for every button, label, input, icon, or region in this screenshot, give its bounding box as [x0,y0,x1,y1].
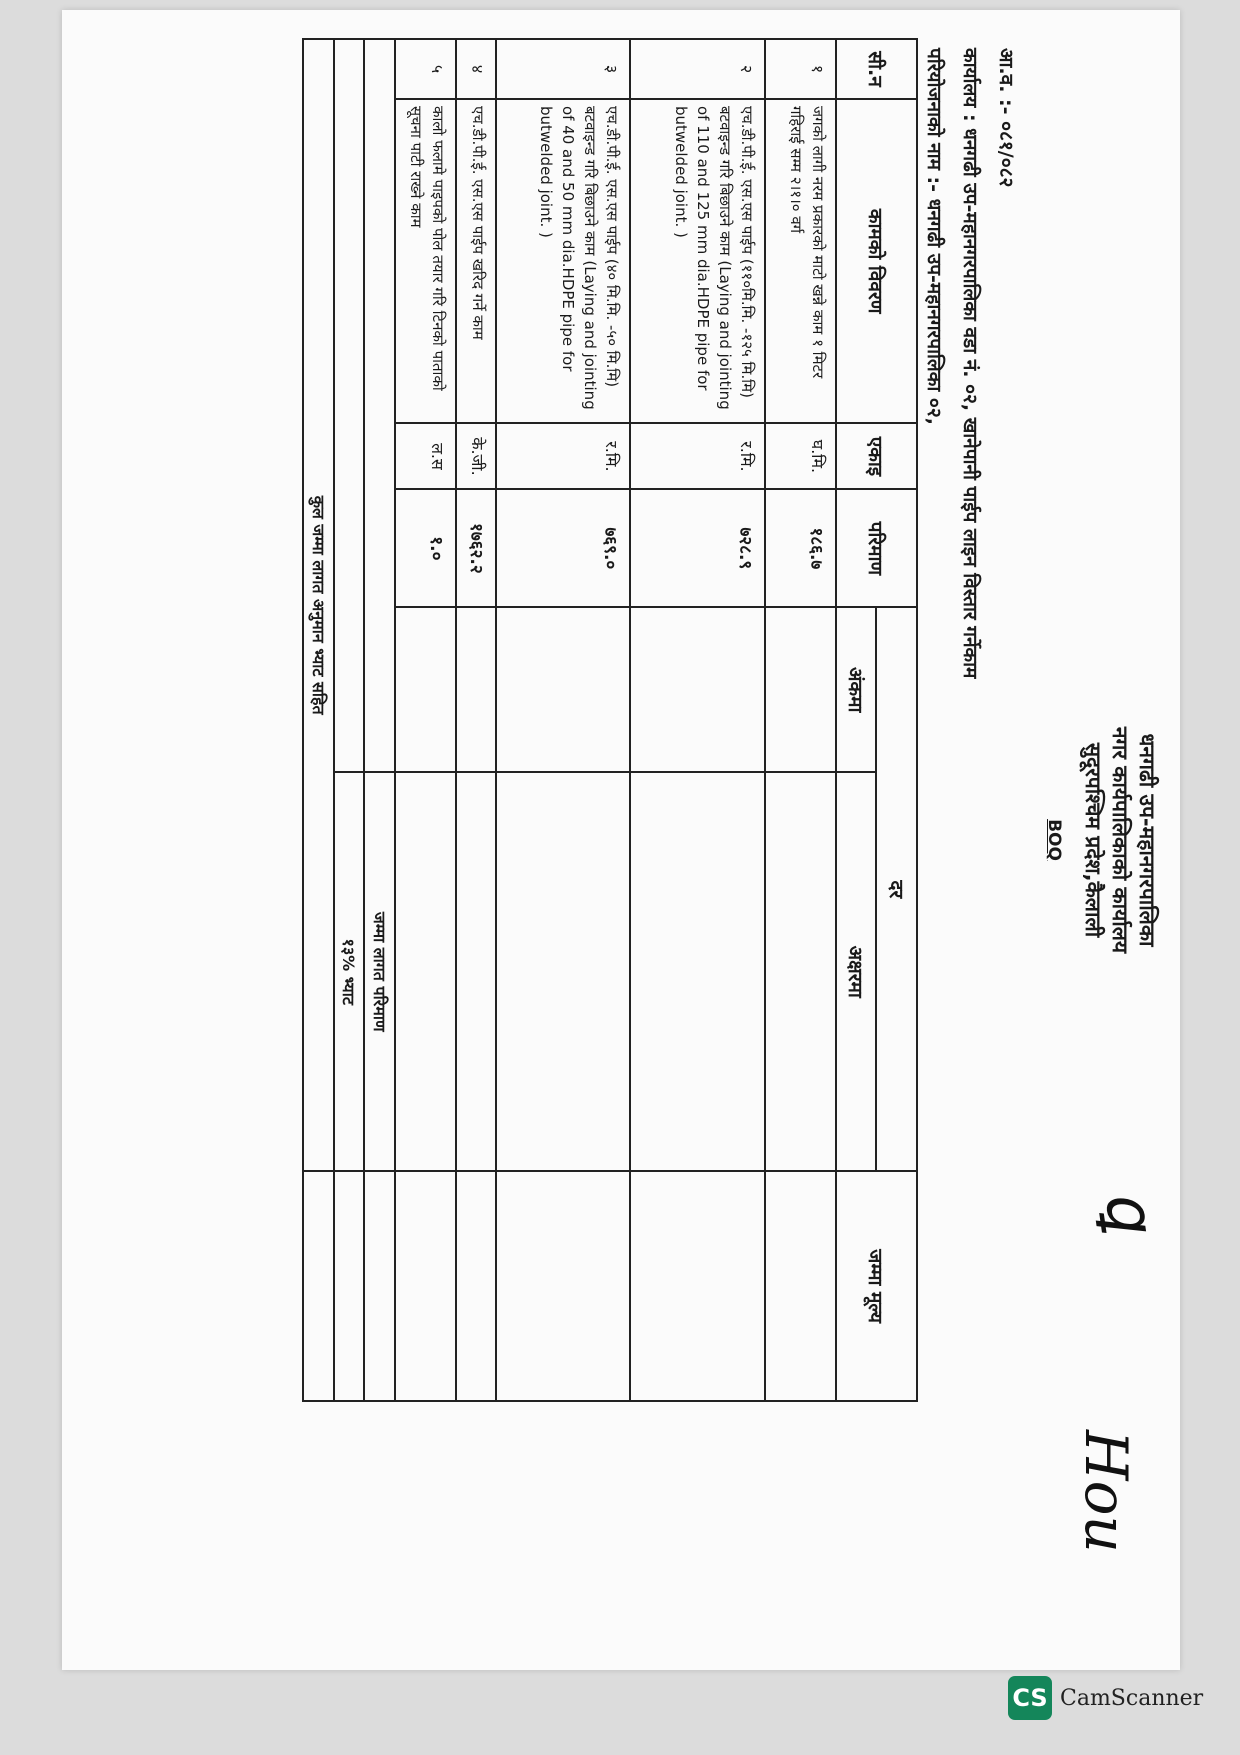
table-row [456,39,497,1401]
table-row [496,39,630,1401]
header-unit: एकाइ [836,423,917,489]
row-sn: ४ [456,39,497,99]
camscanner-brand: CamScanner [1060,1685,1204,1711]
row-quantity: १८६.७ [765,489,836,607]
row-quantity: १.० [395,489,456,607]
province-district: सुदूरपश्चिम प्रदेश,कैलाली [1081,742,1105,938]
row-amount [630,1171,764,1401]
camscanner-logo-icon: CS [1008,1676,1052,1720]
signature-2: Hou [1072,1430,1140,1553]
vat-spacer [334,39,364,772]
header-rate: दर [876,607,917,1171]
row-rate-figures [765,607,836,772]
row-description: एच.डी.पी.ई. एस.एस पाईप (४० मि.मि. -५० मि.मि) बटवाइन्ड गरि बिछाउने काम (Laying and jointing of 40 and 50 mm dia.HDPE pipe for butwelded joint. ) [496,99,630,423]
project-name: परियोजनाको नाम :- धनगढी उप-महानगरपालिका ०२, [923,48,945,425]
row-unit: र.मि. [630,423,764,489]
row-quantity: ७६९.० [496,489,630,607]
subtotal-row [364,39,394,1401]
rotated-page-content [62,10,1180,1670]
row-unit: र.मि. [496,423,630,489]
grand-total-label: कुल जम्मा लागत अनुमान भ्याट सहित [303,39,334,1171]
office-name: नगर कार्यपालिकाको कार्यालय [1108,726,1132,954]
table-row [765,39,836,1401]
row-description: एच.डी.पी.ई. एस.एस पाईप खरिद गर्ने काम [456,99,497,423]
row-sn: ३ [496,39,630,99]
row-rate-words [456,772,497,1171]
grand-total-amount [303,1171,334,1401]
header-description: कामको विवरण [836,99,917,423]
row-amount [395,1171,456,1401]
row-quantity: ७२८.९ [630,489,764,607]
row-rate-figures [395,607,456,772]
row-rate-words [496,772,630,1171]
fiscal-year: आ.व. :- ०८१/०८२ [995,48,1017,188]
municipality-name: धनगढी उप-महानगरपालिका [1135,733,1159,947]
row-sn: १ [765,39,836,99]
row-amount [496,1171,630,1401]
row-sn: ५ [395,39,456,99]
document-header [1040,10,1160,1670]
scanned-page [62,10,1180,1670]
row-unit: घ.मि. [765,423,836,489]
header-rate-words: अक्षरमा [836,772,877,1171]
header-rate-figures: अंकमा [836,607,877,772]
subtotal-amount [364,1171,394,1401]
vat-amount [334,1171,364,1401]
vat-label: १३% भ्याट [334,772,364,1171]
subtotal-label: जम्मा लागत परिमाण [364,772,394,1171]
row-rate-words [395,772,456,1171]
grand-total-row [303,39,334,1401]
row-description: जगको लागी नरम प्रकारको माटो खन्ने काम १ मिटर गहिराई सम्म २।१।० वर्ग [765,99,836,423]
row-rate-words [765,772,836,1171]
boq-table [302,38,918,1402]
row-rate-figures [456,607,497,772]
office-line: कार्यालय : धनगढी उप-महानगरपालिका वडा नं. ०२, खानेपानी पाईप लाइन विस्तार गर्नेकाम [959,48,981,679]
row-rate-figures [630,607,764,772]
header-amount: जम्मा मूल्य [836,1171,917,1401]
table-row [630,39,764,1401]
row-unit: ल.स [395,423,456,489]
row-sn: २ [630,39,764,99]
row-description: कालो फलामे पाइपको पोल तयार गरि टिनको पाताको सूचना पाटी राख्ने काम [395,99,456,423]
camscanner-watermark [1008,1676,1203,1720]
row-description: एच.डी.पी.ई. एस.एस पाईप (११०मि.मि. -१२५ मि.मि) बटवाइन्ड गरि बिछाउने काम (Laying and jointing of 110 and 125 mm dia.HDPE pipe for butwelded joint. ) [630,99,764,423]
vat-row [334,39,364,1401]
table-row [395,39,456,1401]
header-quantity: परिमाण [836,489,917,607]
header-sn: सी.न [836,39,917,99]
boq-title: BOQ [1044,819,1064,861]
row-amount [456,1171,497,1401]
row-rate-figures [496,607,630,772]
subtotal-spacer [364,39,394,772]
row-amount [765,1171,836,1401]
signature-1: ꝗ [1089,1185,1169,1236]
row-quantity: १७६२.२ [456,489,497,607]
row-rate-words [630,772,764,1171]
row-unit: के.जी. [456,423,497,489]
